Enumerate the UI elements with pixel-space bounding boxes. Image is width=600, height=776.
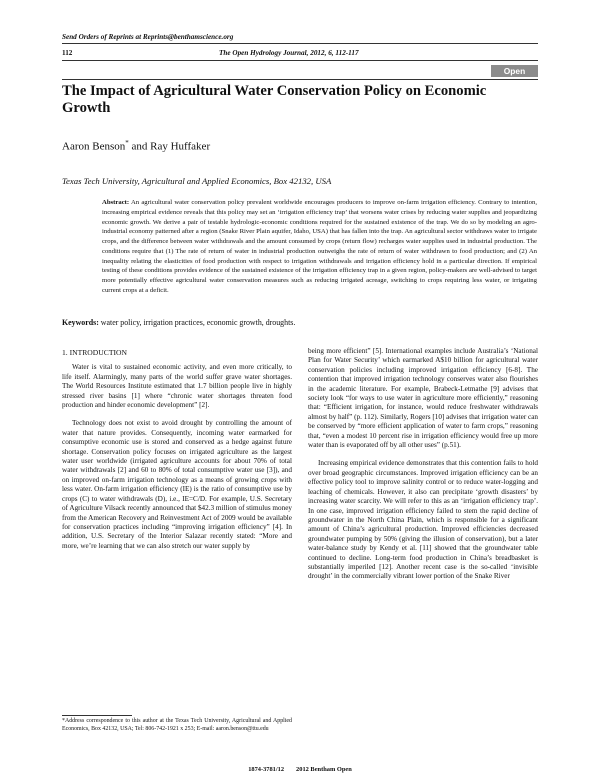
intro-paragraph-2: Technology does not exist to avoid drought by controlling the amount of water that nature provides. Consequently, incoming water earmarked for consumptive economic use is stored and conserved as a hedge against future shortage. Conservation policy focuses on irrigated agriculture as the largest water user worldwide (irrigated agriculture accounts for about 70% of total water withdrawals [2] and 60 to 80% of total consumptive water use [3]), and on improved on-farm irrigation technology as a means of growing crops with less water. On-farm irrigation efficiency (IE) is the ratio of consumptive use by crops (C) to water withdrawals (D), i.e., IE=C/D. For example, U.S. Secretary of Agriculture Vilsack recently announced that $42.3 million of stimulus money from the American Recovery and Reinvestment Act of 2009 would be available for conservation practices including “improving irrigation efficiency” [4]. In addition, U.S. Secretary of the Interior Salazar recently stated: “More and more, we’re learning that we can also stretch our water supply by bbox=[62, 419, 292, 550]
issn: 1874-3781/12 bbox=[248, 766, 285, 773]
page-number: 112 bbox=[62, 49, 73, 57]
abstract-label: Abstract: bbox=[102, 199, 130, 206]
open-access-badge: Open Access bbox=[491, 65, 538, 77]
author-list bbox=[62, 139, 210, 153]
article-title: The Impact of Agricultural Water Conservation Policy on Economic Growth bbox=[62, 83, 487, 116]
header-rule-top bbox=[62, 43, 538, 44]
abstract-text: An agricultural water conservation policy prevalent worldwide encourages producers to improve on-farm irrigation efficiency. Contrary to intention, increasing empirical evidence reveals that this policy may set an ‘irrigation efficiency trap’ that worsens water crises by reducing water supplies and jeopardizing economic growth. We derive a pair of testable hydrologic-economic conditions required for the sustained existence of the trap. We do so by modeling an agro-industrial economy patterned after a region (Snake River Plain aquifer, Idaho, USA) that has fallen into the trap. An agricultural sector withdraws water to irrigate crops, and the difference between water withdrawals and the amount consumed by crops (return flow) recharges water supplies used in industrial production. The conditions require that (1) The rate of return of water in industrial production outweighs the rate of return of water withdrawn to food production; and (2) An inequality relating the elasticities of food production with respect to irrigation withdrawals and irrigation efficiency hold in a particular direction. If empirical testing of these conditions provides evidence of the sustained existence of the irrigation efficiency trap in a given region, policy-makers are well-advised to target more potentially effective agricultural water conservation measures such as reducing irrigated acreage, switching to crops requiring less water, or irrigating current crops at a deficit. bbox=[102, 199, 537, 294]
journal-citation: The Open Hydrology Journal, 2012, 6, 112-117 bbox=[219, 49, 359, 57]
keywords-text: water policy, irrigation practices, economic growth, droughts. bbox=[98, 318, 296, 327]
page-footer bbox=[0, 766, 600, 773]
intro-paragraph-3: being more efficient” [5]. International examples include Australia’s ‘National Plan for Water Security’ which earmarked A$10 billion for agricultural water conservation policies including improved irrigation efficiency [6-8]. The contention that improved irrigation technology conserves water also flourishes in the academic literature. For example, Brabeck-Letmathe [9] advises that society look “for ways to use water in agriculture more efficiently,” reasoning that: “Efficient irrigation, for instance, would reduce freshwater withdrawals almost by half” (p. 112). Similarly, Rogers [10] advises that irrigation water can be conserved by “more efficient application of water to farm crops,” reasoning that, “even a modest 10 percent rise in irrigation efficiency would free up more water than is evaporated off by all other uses” (p.51). bbox=[308, 347, 538, 450]
publisher: 2012 Bentham Open bbox=[296, 766, 352, 773]
column-right bbox=[308, 347, 538, 582]
column-left bbox=[62, 348, 292, 551]
abstract bbox=[102, 198, 537, 296]
author-first: Aaron Benson bbox=[62, 140, 126, 153]
keywords-label: Keywords: bbox=[62, 318, 99, 327]
intro-paragraph-1: Water is vital to sustained economic activity, and even more critically, to life itself. Alarmingly, many parts of the world suffer grave water shortages. The World Resources Institute estimated that 1.7 billion people live in highly stressed river basins [1] where “chronic water shortages threaten food production and hinder economic development” [2]. bbox=[62, 363, 292, 410]
title-rule bbox=[62, 79, 538, 80]
header-rule-bottom bbox=[62, 60, 538, 61]
intro-paragraph-4: Increasing empirical evidence demonstrates that this contention fails to hold over broad geographic circumstances. Improved irrigation efficiency can be an effective policy tool to improve salinity control or to reduce water-logging and leaching of chemicals. However, it also can precipitate ‘growth disasters’ by increasing water scarcity. We will refer to this as an ‘irrigation efficiency trap’. In one case, improved irrigation efficiency failed to stem the rapid decline of groundwater in the North China Plain, which is responsible for a significant amount of China’s agricultural production. Improved efficiencies decreased groundwater pumping by 50% (giving the illusion of conservation), but a later water-balance study by Kendy et al. [11] showed that the groundwater table continued to decline. Long-term food production in China’s breadbasket is substantially imperiled [12]. Another recent case is the so-called ‘invisible drought’ in the commercially vibrant lower portion of the Snake River bbox=[308, 459, 538, 581]
reprints-note: Send Orders of Reprints at Reprints@benthamscience.org bbox=[62, 33, 234, 41]
footnote-rule bbox=[62, 715, 132, 716]
author-rest: and Ray Huffaker bbox=[128, 140, 211, 153]
affiliation: Texas Tech University, Agricultural and Applied Economics, Box 42132, USA bbox=[62, 176, 332, 186]
corresponding-marker: * bbox=[125, 139, 129, 147]
section-heading-introduction: 1. INTRODUCTION bbox=[62, 348, 127, 357]
keywords bbox=[62, 318, 538, 327]
correspondence-footnote: *Address correspondence to this author at the Texas Tech University, Agricultural and Applied Economics, Box 42132, USA; Tel: 806-742-1921 x 253; E-mail: aaron.benson@ttu.edu bbox=[62, 718, 292, 732]
